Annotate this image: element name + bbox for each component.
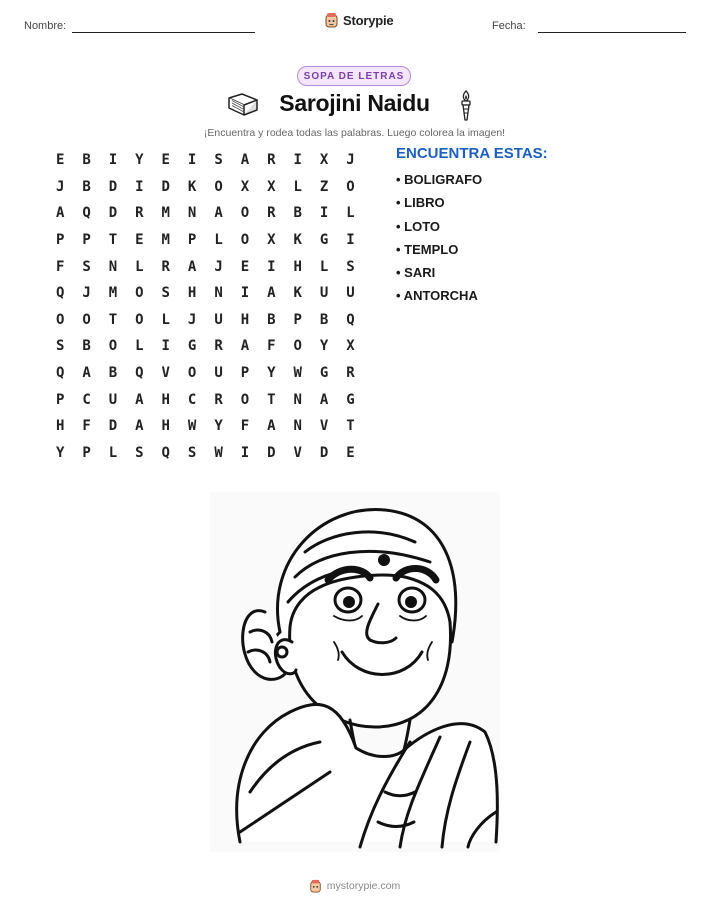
word-item: • ANTORCHA [396,288,478,304]
grid-cell[interactable]: R [135,205,144,222]
grid-cell[interactable]: L [319,258,329,275]
grid-cell[interactable]: H [293,258,302,275]
grid-cell[interactable]: D [319,444,329,461]
grid-cell[interactable]: Q [55,285,65,302]
grid-cell[interactable]: M [161,232,170,249]
grid-cell[interactable]: A [187,258,197,275]
grid-cell[interactable]: G [319,365,329,382]
grid-cell[interactable]: I [267,258,276,275]
grid-cell[interactable]: X [346,338,355,355]
grid-cell[interactable]: Q [82,205,91,222]
grid-cell[interactable]: N [293,418,302,435]
grid-cell[interactable]: I [346,232,355,249]
grid-cell[interactable]: O [108,338,118,355]
grid-cell[interactable]: C [82,391,91,408]
grid-cell[interactable]: O [82,311,91,328]
grid-cell[interactable]: P [55,232,65,249]
grid-cell[interactable]: L [161,311,170,328]
grid-cell[interactable]: O [187,365,197,382]
word-item: • TEMPLO [396,241,459,257]
grid-cell[interactable]: Y [267,365,276,382]
grid-cell[interactable]: T [267,391,276,408]
grid-cell[interactable]: D [267,444,276,461]
instructions: ¡Encuentra y rodea todas las palabras. Luego colorea la imagen! [203,127,506,139]
grid-cell[interactable]: A [319,391,329,408]
grid-cell[interactable]: J [187,311,197,328]
grid-cell[interactable]: F [55,258,65,275]
grid-cell[interactable]: K [187,178,197,195]
grid-cell[interactable]: E [135,232,144,249]
grid-cell[interactable]: V [293,444,302,461]
grid-cell[interactable]: M [108,285,118,302]
grid-cell[interactable]: I [293,152,302,169]
grid-cell[interactable]: S [55,338,65,355]
grid-cell[interactable]: T [108,311,118,328]
grid-cell[interactable]: L [214,232,223,249]
grid-cell[interactable]: Y [55,444,65,461]
grid-cell[interactable]: L [346,205,355,222]
word-item: • LIBRO [396,195,445,211]
grid-cell[interactable]: P [293,311,302,328]
grid-cell[interactable]: I [187,152,197,169]
grid-cell[interactable]: P [82,444,91,461]
grid-cell[interactable]: A [82,365,91,382]
grid-cell[interactable]: I [161,338,170,355]
page-title: Sarojini Naidu [279,90,430,116]
grid-cell[interactable]: N [214,285,223,302]
grid-cell[interactable]: U [346,285,355,302]
grid-cell[interactable]: I [240,444,250,461]
grid-cell[interactable]: H [187,285,197,302]
grid-cell[interactable]: Q [161,444,170,461]
grid-cell[interactable]: S [346,258,355,275]
grid-cell[interactable]: C [187,391,197,408]
grid-cell[interactable]: J [55,178,65,195]
grid-cell[interactable]: S [214,152,223,169]
storypie-logo-icon [324,12,339,28]
torch-icon [458,90,474,122]
storypie-logo-icon [309,879,322,893]
grid-cell[interactable]: J [214,258,223,275]
grid-cell[interactable]: N [293,391,302,408]
word-list [396,171,482,311]
grid-cell[interactable]: L [293,178,302,195]
grid-cell[interactable]: A [267,285,276,302]
grid-cell[interactable]: E [161,152,170,169]
grid-cell[interactable]: G [319,232,329,249]
grid-cell[interactable]: D [108,205,118,222]
date-field[interactable] [538,32,686,33]
word-item: • SARI [396,265,436,281]
grid-cell[interactable]: D [108,178,118,195]
grid-cell[interactable]: K [293,285,302,302]
grid-cell[interactable]: A [55,205,65,222]
grid-cell[interactable]: H [161,418,170,435]
word-search-grid[interactable] [47,147,364,466]
word-item: • LOTO [396,218,441,234]
grid-cell[interactable]: X [267,232,276,249]
grid-cell[interactable]: U [214,365,223,382]
name-label: Nombre: [24,20,67,32]
grid-cell[interactable]: B [82,178,91,195]
grid-cell[interactable]: S [187,444,197,461]
grid-cell[interactable]: A [214,205,223,222]
grid-cell[interactable]: R [161,258,170,275]
grid-cell[interactable]: G [187,338,197,355]
grid-cell[interactable]: L [135,338,144,355]
grid-cell[interactable]: Y [214,418,223,435]
grid-cell[interactable]: A [135,391,144,408]
grid-cell[interactable]: A [135,418,144,435]
footer-url[interactable]: mystorypie.com [326,880,401,892]
grid-cell[interactable]: I [240,285,250,302]
grid-cell[interactable]: H [161,391,170,408]
grid-cell[interactable]: O [214,178,223,195]
grid-cell[interactable]: D [161,178,170,195]
grid-cell[interactable]: H [55,418,65,435]
grid-cell[interactable]: I [319,205,329,222]
grid-cell[interactable]: J [82,285,91,302]
grid-cell[interactable]: B [82,338,91,355]
grid-cell[interactable]: B [319,311,329,328]
grid-cell[interactable]: Q [55,365,65,382]
grid-cell[interactable]: O [135,311,144,328]
grid-cell[interactable]: O [55,311,65,328]
grid-cell[interactable]: B [267,311,276,328]
grid-cell[interactable]: Y [135,152,144,169]
grid-cell[interactable]: U [214,311,223,328]
grid-cell[interactable]: F [267,338,276,355]
grid-cell[interactable]: F [82,418,91,435]
grid-cell[interactable]: W [293,365,302,382]
word-item: • BOLIGRAFO [396,172,483,187]
grid-cell[interactable]: P [240,365,250,382]
grid-cell[interactable]: T [108,232,118,249]
brand-name: Storypie [343,12,394,28]
grid-cell[interactable]: D [108,418,118,435]
grid-cell[interactable]: N [108,258,118,275]
grid-cell[interactable]: R [267,205,276,222]
grid-cell[interactable]: U [108,391,118,408]
grid-cell[interactable]: P [82,232,91,249]
grid-cell[interactable]: G [346,391,355,408]
word-list-title: ENCUENTRA ESTAS: [396,145,548,162]
activity-badge: SOPA DE LETRAS [297,66,411,86]
grid-cell[interactable]: O [346,178,355,195]
grid-cell[interactable]: E [346,444,355,461]
grid-cell[interactable]: R [214,338,223,355]
grid-cell[interactable]: S [161,285,170,302]
grid-cell[interactable]: O [240,232,250,249]
grid-cell[interactable]: V [319,418,329,435]
brand [324,12,393,28]
grid-cell[interactable]: A [267,418,276,435]
grid-cell[interactable]: F [240,418,250,435]
grid-cell[interactable]: X [267,178,276,195]
grid-cell[interactable]: E [55,152,65,169]
grid-cell[interactable]: X [240,178,250,195]
grid-cell[interactable]: B [293,205,302,222]
grid-cell[interactable]: H [240,311,250,328]
grid-cell[interactable]: L [135,258,144,275]
grid-cell[interactable]: I [108,152,118,169]
grid-cell[interactable]: O [240,205,250,222]
grid-cell[interactable]: S [82,258,91,275]
grid-cell[interactable]: O [135,285,144,302]
grid-cell[interactable]: O [293,338,302,355]
grid-cell[interactable]: B [108,365,118,382]
grid-cell[interactable]: K [293,232,302,249]
grid-cell[interactable]: L [108,444,118,461]
grid-cell[interactable]: R [346,365,355,382]
grid-cell[interactable]: N [187,205,197,222]
grid-cell[interactable]: Q [346,311,355,328]
grid-cell[interactable]: M [161,205,170,222]
name-field[interactable] [72,32,255,33]
grid-cell[interactable]: I [135,178,144,195]
grid-cell[interactable]: J [346,152,355,169]
grid-cell[interactable]: T [346,418,355,435]
grid-cell[interactable]: A [240,152,250,169]
grid-cell[interactable]: W [187,418,197,435]
grid-cell[interactable]: Z [319,178,329,195]
grid-cell[interactable]: S [135,444,144,461]
grid-cell[interactable]: R [267,152,276,169]
footer [0,879,709,893]
grid-cell[interactable]: P [187,232,197,249]
grid-cell[interactable]: Q [135,365,144,382]
grid-cell[interactable]: A [240,338,250,355]
grid-cell[interactable]: Y [319,338,329,355]
portrait-illustration [210,492,500,852]
grid-cell[interactable]: W [214,444,223,461]
grid-cell[interactable]: O [240,391,250,408]
grid-cell[interactable]: U [319,285,329,302]
grid-cell[interactable]: R [214,391,223,408]
date-label: Fecha: [492,20,526,32]
grid-cell[interactable]: B [82,152,91,169]
grid-cell[interactable]: X [319,152,329,169]
grid-cell[interactable]: P [55,391,65,408]
grid-cell[interactable]: E [240,258,250,275]
grid-cell[interactable]: V [161,365,170,382]
